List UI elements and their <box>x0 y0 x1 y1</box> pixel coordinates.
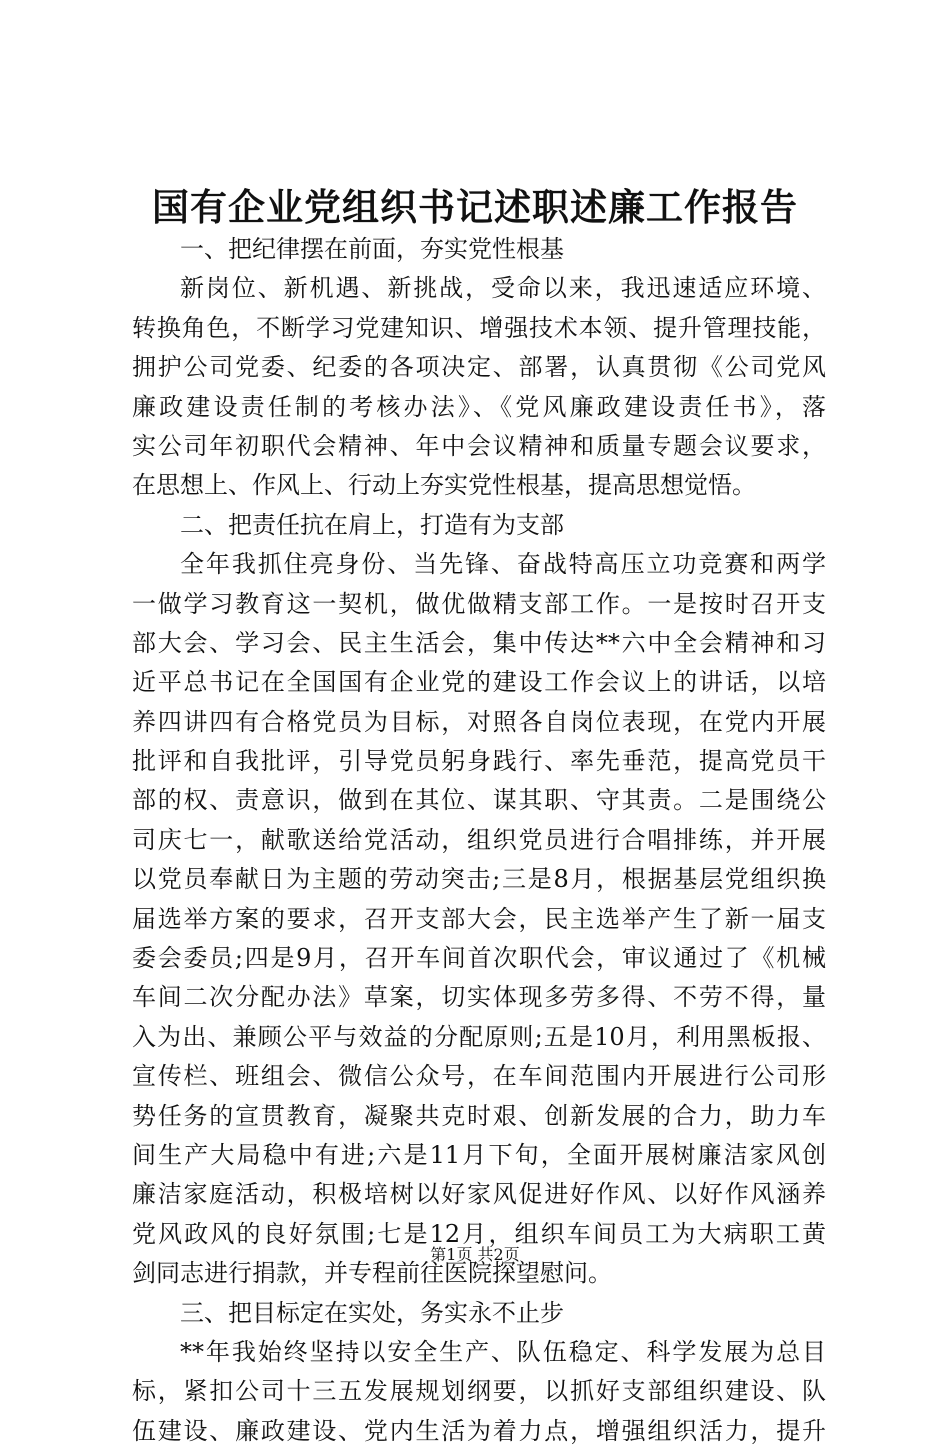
paragraph-line: 伍建设、廉政建设、党内生活为着力点，增强组织活力，提升 <box>132 1416 826 1445</box>
paragraph-line: 转换角色，不断学习党建知识、增强技术本领、提升管理技能， <box>132 313 826 342</box>
paragraph-line: 间生产大局稳中有进;六是11月下旬，全面开展树廉洁家风创 <box>132 1140 826 1169</box>
paragraph-line: 势任务的宣贯教育，凝聚共克时艰、创新发展的合力，助力车 <box>132 1101 826 1130</box>
section-heading-2: 二、把责任抗在肩上，打造有为支部 <box>180 510 564 539</box>
paragraph-line: 入为出、兼顾公平与效益的分配原则;五是10月，利用黑板报、 <box>132 1022 826 1051</box>
section-heading-1: 一、把纪律摆在前面，夯实党性根基 <box>180 235 564 263</box>
paragraph-line: 标，紧扣公司十三五发展规划纲要，以抓好支部组织建设、队 <box>132 1377 826 1406</box>
paragraph-line: 廉政建设责任制的考核办法》、《党风廉政建设责任书》，落 <box>132 392 826 421</box>
paragraph-line: 拥护公司党委、纪委的各项决定、部署，认真贯彻《公司党风 <box>132 353 826 382</box>
paragraph-line: 剑同志进行捐款，并专程前往医院探望慰问。 <box>132 1259 612 1288</box>
paragraph-line: 党风政风的良好氛围;七是12月，组织车间员工为大病职工黄 <box>132 1219 826 1248</box>
paragraph-line: 全年我抓住亮身份、当先锋、奋战特高压立功竞赛和两学 <box>180 550 826 579</box>
paragraph-line: 部的权、责意识，做到在其位、谋其职、守其责。二是围绕公 <box>132 786 826 815</box>
paragraph-line: 廉洁家庭活动，积极培树以好家风促进好作风、以好作风涵养 <box>132 1180 826 1209</box>
paragraph-line: 司庆七一，献歌送给党活动，组织党员进行合唱排练，并开展 <box>132 825 826 854</box>
paragraph-line: 宣传栏、班组会、微信公众号，在车间范围内开展进行公司形 <box>132 1062 826 1091</box>
page-footer: 第1页 共2页 <box>430 1245 520 1264</box>
paragraph-line: 以党员奉献日为主题的劳动突击;三是8月，根据基层党组织换 <box>132 865 826 894</box>
paragraph-line: 实公司年初职代会精神、年中会议精神和质量专题会议要求， <box>132 431 826 460</box>
paragraph-line: 养四讲四有合格党员为目标，对照各自岗位表现，在党内开展 <box>132 707 826 736</box>
section-heading-3: 三、把目标定在实处，务实永不止步 <box>180 1298 564 1327</box>
paragraph-line: 部大会、学习会、民主生活会，集中传达**六中全会精神和习 <box>132 628 826 657</box>
document-body <box>132 230 826 1451</box>
document-title: 国有企业党组织书记述职述廉工作报告 <box>152 185 798 229</box>
paragraph-line: 一做学习教育这一契机，做优做精支部工作。一是按时召开支 <box>132 589 826 618</box>
paragraph-line: 批评和自我批评，引导党员躬身践行、率先垂范，提高党员干 <box>132 747 826 776</box>
paragraph-line: 新岗位、新机遇、新挑战，受命以来，我迅速适应环境、 <box>180 274 826 303</box>
paragraph-line: 近平总书记在全国国有企业党的建设工作会议上的讲话，以培 <box>132 668 826 697</box>
paragraph-line: 届选举方案的要求，召开支部大会，民主选举产生了新一届支 <box>132 904 826 933</box>
paragraph-line: 车间二次分配办法》草案，切实体现多劳多得、不劳不得，量 <box>132 983 826 1012</box>
paragraph-line: **年我始终坚持以安全生产、队伍稳定、科学发展为总目 <box>180 1337 826 1366</box>
paragraph-line: 委会委员;四是9月，召开车间首次职代会，审议通过了《机械 <box>132 944 826 973</box>
paragraph-line: 在思想上、作风上、行动上夯实党性根基，提高思想觉悟。 <box>132 471 756 500</box>
